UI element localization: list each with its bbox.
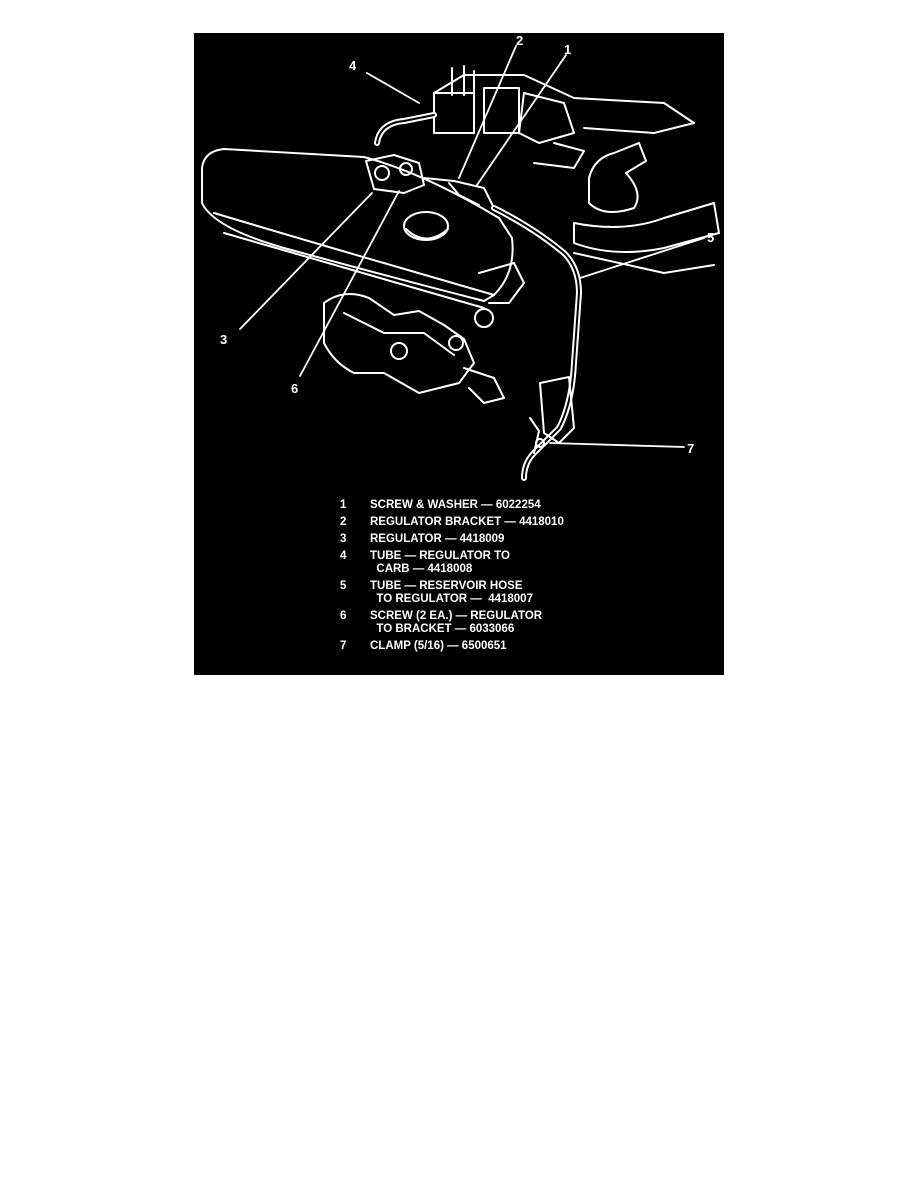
legend-description: REGULATOR — 4418009 bbox=[370, 533, 505, 545]
legend-item bbox=[340, 610, 720, 636]
valve-cover-drawing bbox=[202, 149, 513, 308]
legend-item bbox=[340, 640, 720, 653]
legend-description: SCREW & WASHER — 6022254 bbox=[370, 499, 541, 511]
callout-1: 1 bbox=[564, 42, 572, 57]
legend-item bbox=[340, 533, 720, 546]
legend-number: 6 bbox=[340, 610, 347, 622]
legend-description: CLAMP (5/16) — 6500651 bbox=[370, 640, 507, 652]
air-cleaner-drawing bbox=[574, 143, 719, 273]
engine-diagram bbox=[194, 33, 724, 675]
callout-4: 4 bbox=[349, 58, 357, 73]
legend-number: 5 bbox=[340, 580, 347, 592]
callout-6: 6 bbox=[291, 381, 299, 396]
callout-2: 2 bbox=[516, 33, 524, 48]
legend-item bbox=[340, 580, 720, 606]
legend-number: 2 bbox=[340, 516, 347, 528]
manifold-drawing bbox=[324, 263, 524, 403]
legend-number: 3 bbox=[340, 533, 347, 545]
parts-legend bbox=[340, 499, 720, 657]
legend-description: SCREW (2 EA.) — REGULATOR TO BRACKET — 6033066 bbox=[370, 610, 543, 635]
legend-number: 1 bbox=[340, 499, 347, 511]
legend-item bbox=[340, 499, 720, 512]
tubes-outline bbox=[377, 115, 579, 478]
tubes-drawing bbox=[377, 115, 579, 478]
callout-3: 3 bbox=[220, 332, 228, 347]
callout-7: 7 bbox=[687, 441, 695, 456]
legend-description: TUBE — REGULATOR TO CARB — 4418008 bbox=[370, 550, 510, 575]
legend-description: TUBE — RESERVOIR HOSE TO REGULATOR — 4418007 bbox=[370, 580, 533, 605]
legend-number: 7 bbox=[340, 640, 347, 652]
legend-item bbox=[340, 550, 720, 576]
callout-5: 5 bbox=[707, 230, 715, 245]
legend-description: REGULATOR BRACKET — 4418010 bbox=[370, 516, 564, 528]
legend-number: 4 bbox=[340, 550, 347, 562]
leader-lines bbox=[240, 46, 704, 447]
carburetor-drawing bbox=[434, 66, 694, 168]
legend-item bbox=[340, 516, 720, 529]
